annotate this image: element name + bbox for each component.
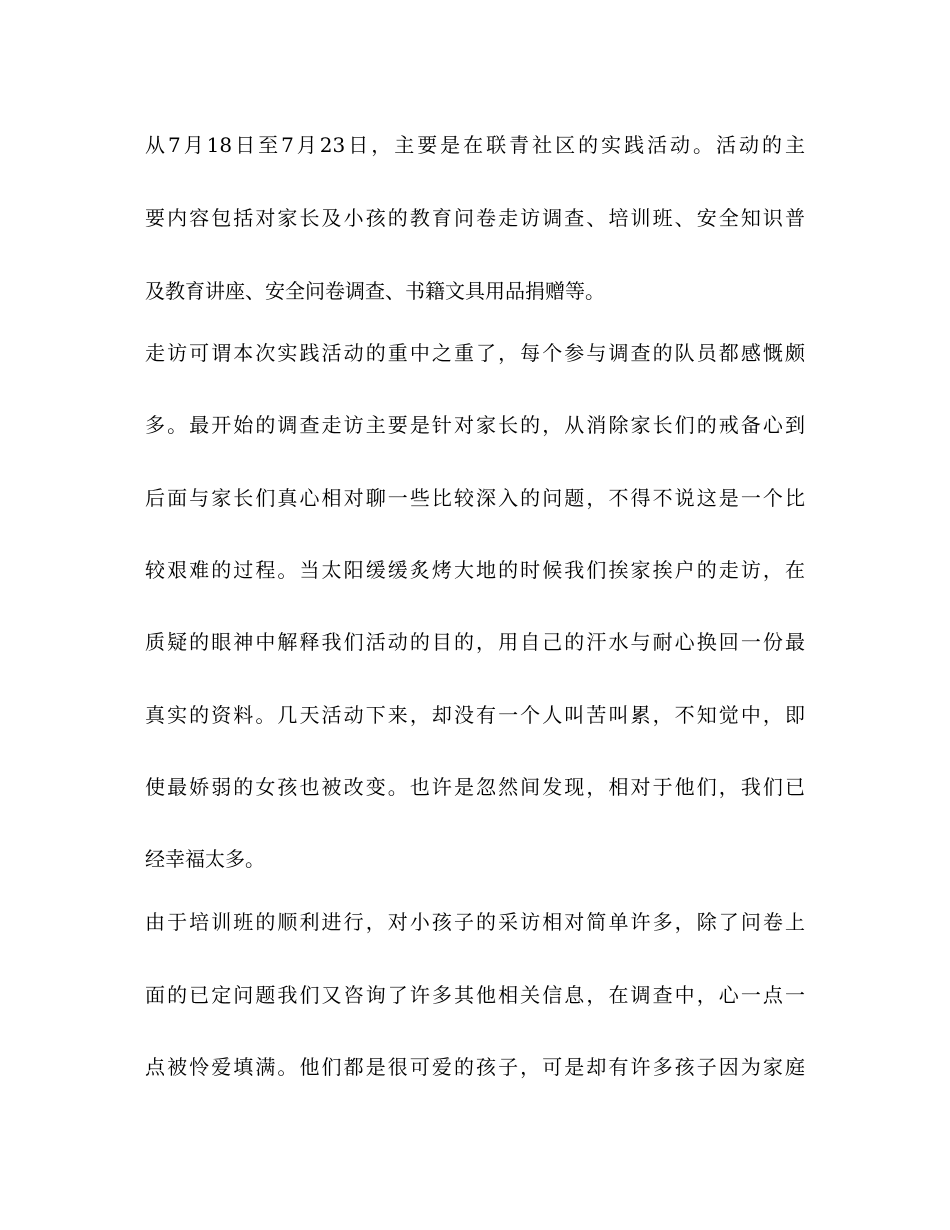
text-line: 要内容包括对家长及小孩的教育问卷走访调查、培训班、安全知识普 bbox=[145, 206, 805, 230]
text-line: 面的已定问题我们又咨询了许多其他相关信息，在调查中，心一点一 bbox=[145, 983, 805, 1007]
text-line: 由于培训班的顺利进行，对小孩子的采访相对简单许多，除了问卷上 bbox=[145, 910, 805, 934]
text-line: 点被怜爱填满。他们都是很可爱的孩子，可是却有许多孩子因为家庭 bbox=[145, 1055, 805, 1079]
text-line: 多。最开始的调查走访主要是针对家长的，从消除家长们的戒备心到 bbox=[145, 413, 805, 437]
text-line: 及教育讲座、安全问卷调查、书籍文具用品捐赠等。 bbox=[145, 279, 605, 303]
text-line: 质疑的眼神中解释我们活动的目的，用自己的汗水与耐心换回一份最 bbox=[145, 630, 805, 654]
text-line: 后面与家长们真心相对聊一些比较深入的问题，不得不说这是一个比 bbox=[145, 486, 805, 510]
text-line: 较艰难的过程。当太阳缓缓炙烤大地的时候我们挨家挨户的走访，在 bbox=[145, 558, 805, 582]
text-line: 经幸福太多。 bbox=[145, 847, 265, 871]
text-line: 使最娇弱的女孩也被改变。也许是忽然间发现，相对于他们，我们已 bbox=[145, 775, 805, 799]
text-line: 走访可谓本次实践活动的重中之重了，每个参与调查的队员都感慨颇 bbox=[145, 341, 805, 365]
text-line: 从7月18日至7月23日，主要是在联青社区的实践活动。活动的主 bbox=[145, 133, 805, 157]
text-line: 真实的资料。几天活动下来，却没有一个人叫苦叫累，不知觉中，即 bbox=[145, 703, 805, 727]
